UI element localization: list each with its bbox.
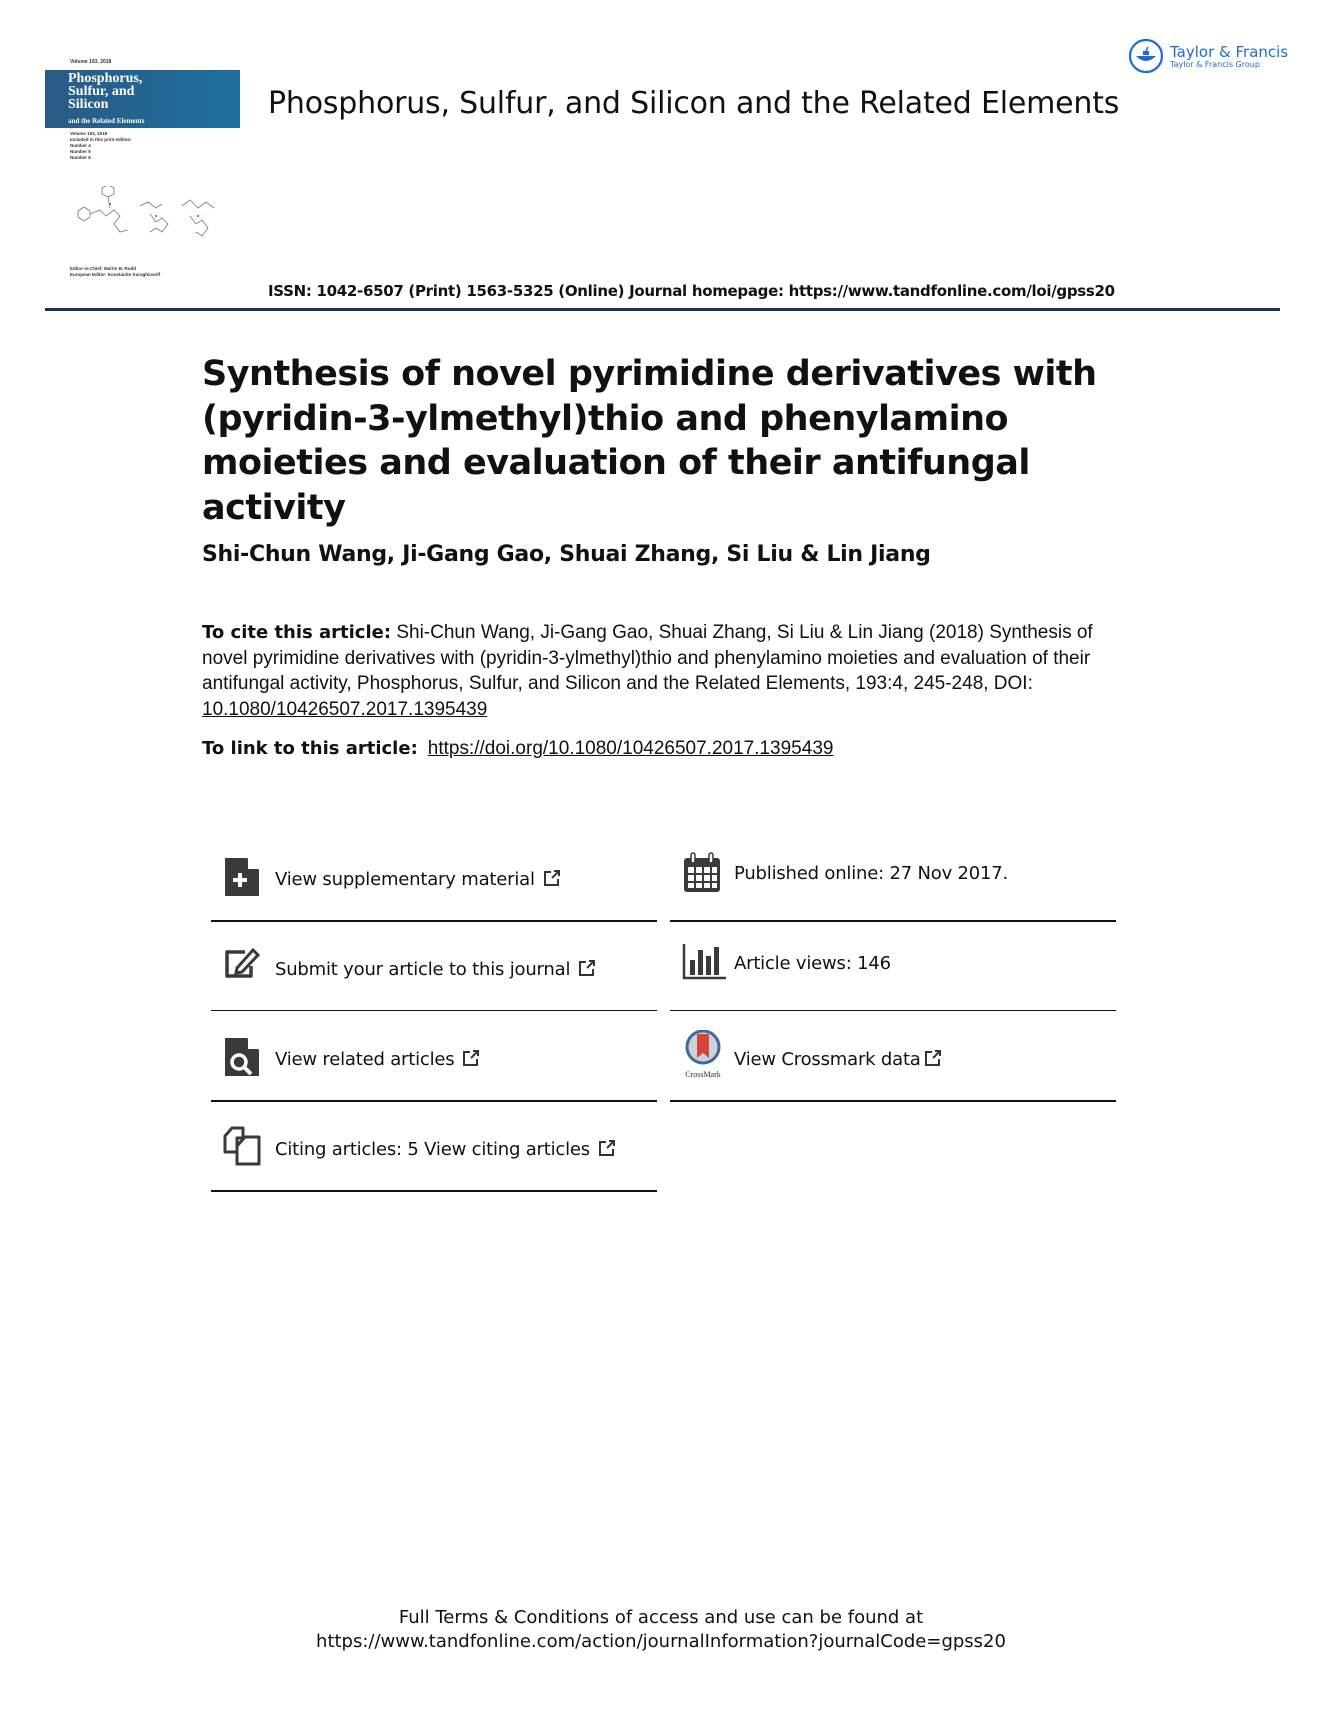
citation-label: To cite this article:: [202, 622, 392, 643]
cover-subtitle: and the Related Elements: [68, 117, 145, 125]
crossmark-logo: [682, 1030, 724, 1080]
external-link-icon: [924, 1049, 942, 1067]
cover-edition-line: Included in this print edition:: [70, 137, 132, 142]
cover-edition-line: Number 6: [70, 155, 91, 160]
article-link-label: To link to this article:: [202, 738, 418, 759]
crossmark-icon: [682, 1030, 724, 1066]
header-divider: [45, 308, 1280, 311]
published-online-info: [670, 832, 1116, 922]
related-label: [275, 1049, 480, 1070]
supplementary-text: View supplementary material: [275, 869, 535, 890]
submit-text: Submit your article to this journal: [275, 959, 571, 980]
cover-title: [68, 72, 142, 111]
related-articles-link[interactable]: [211, 1012, 657, 1102]
issn-text: ISSN: 1042-6507 (Print) 1563-5325 (Online) Journal homepage:: [268, 282, 789, 300]
crossmark-logo-text: CrossMark: [685, 1070, 721, 1079]
cover-edition-line: Number 4: [70, 143, 91, 148]
crossmark-label: [734, 1049, 942, 1070]
published-online-text: Published online: 27 Nov 2017.: [734, 863, 1009, 884]
doi-link[interactable]: 10.1080/10426507.2017.1395439: [202, 698, 488, 720]
crossmark-text: View Crossmark data: [734, 1049, 921, 1070]
external-link-icon: [543, 869, 561, 887]
issn-line: [268, 282, 1115, 300]
molecule-structures-image: [70, 186, 220, 256]
article-doi-url[interactable]: https://doi.org/10.1080/10426507.2017.1395439: [427, 738, 834, 759]
citing-text: Citing articles: 5 View citing articles: [275, 1139, 590, 1160]
cover-edition: [70, 131, 132, 161]
external-link-icon: [598, 1139, 616, 1157]
article-views-info: [670, 922, 1116, 1011]
file-plus-icon: [223, 856, 263, 898]
cover-title-line: Sulfur, and: [68, 84, 135, 99]
footer-line-1: Full Terms & Conditions of access and use can be found at: [398, 1607, 924, 1628]
cover-editor-line: European Editor: Konstantin Karaghiosoff: [70, 272, 161, 277]
article-authors: Shi-Chun Wang, Ji-Gang Gao, Shuai Zhang, Si Liu & Lin Jiang: [202, 542, 931, 567]
terms-footer: [0, 1606, 1322, 1654]
calendar-icon: [682, 852, 722, 894]
cover-edition-line: Volume 193, 2018: [70, 131, 108, 136]
copy-documents-icon: [223, 1126, 263, 1168]
journal-cover: [45, 56, 240, 282]
publisher-logo[interactable]: [1128, 38, 1288, 74]
supplementary-material-link[interactable]: [211, 832, 657, 922]
related-text: View related articles: [275, 1049, 455, 1070]
external-link-icon: [462, 1049, 480, 1067]
article-link-line: [202, 738, 833, 760]
crossmark-link[interactable]: [670, 1012, 1116, 1102]
edit-icon: [223, 946, 263, 988]
bar-chart-icon: [682, 944, 726, 980]
footer-terms-url[interactable]: https://www.tandfonline.com/action/journalInformation?journalCode=gpss20: [316, 1631, 1006, 1652]
citing-label: [275, 1139, 616, 1160]
cover-title-line: Silicon: [68, 97, 109, 112]
article-title: Synthesis of novel pyrimidine derivatives with (pyridin-3-ylmethyl)thio and phenylamino moieties and evaluation of their antifungal activity: [202, 354, 1097, 528]
cover-editors: [70, 266, 160, 278]
cover-edition-line: Number 5: [70, 149, 91, 154]
citation-text: Shi-Chun Wang, Ji-Gang Gao, Shuai Zhang, Si Liu & Lin Jiang (2018) Synthesis of novel pyrimidine derivatives with (pyridin-3-ylmethyl)thio and phenylamino moieties and evaluation of their antifungal activity, Phosphorus, Sulfur, and Silicon and the Related Elements, 193:4, 245-248, DOI:: [202, 622, 1093, 694]
submit-article-link[interactable]: [211, 922, 657, 1011]
supplementary-label: [275, 869, 561, 890]
submit-label: [275, 959, 596, 980]
external-link-icon: [578, 959, 596, 977]
cover-volume: Volume 193, 2018: [70, 59, 112, 65]
lamp-icon: [1128, 38, 1164, 74]
publisher-group: Taylor & Francis Group: [1170, 59, 1260, 69]
article-views-text: Article views: 146: [734, 953, 891, 974]
cover-editor-line: Editor-in-Chief: Martin B. Rudd: [70, 266, 136, 271]
cover-band: [45, 70, 240, 128]
cover-title-line: Phosphorus,: [68, 71, 143, 86]
citation-block: [202, 620, 1102, 722]
journal-homepage-link[interactable]: https://www.tandfonline.com/loi/gpss20: [788, 282, 1115, 300]
citing-articles-link[interactable]: [211, 1102, 657, 1192]
journal-title: Phosphorus, Sulfur, and Silicon and the Related Elements: [268, 86, 1120, 121]
publisher-name: Taylor & Francis: [1170, 42, 1289, 61]
file-search-icon: [223, 1036, 263, 1078]
